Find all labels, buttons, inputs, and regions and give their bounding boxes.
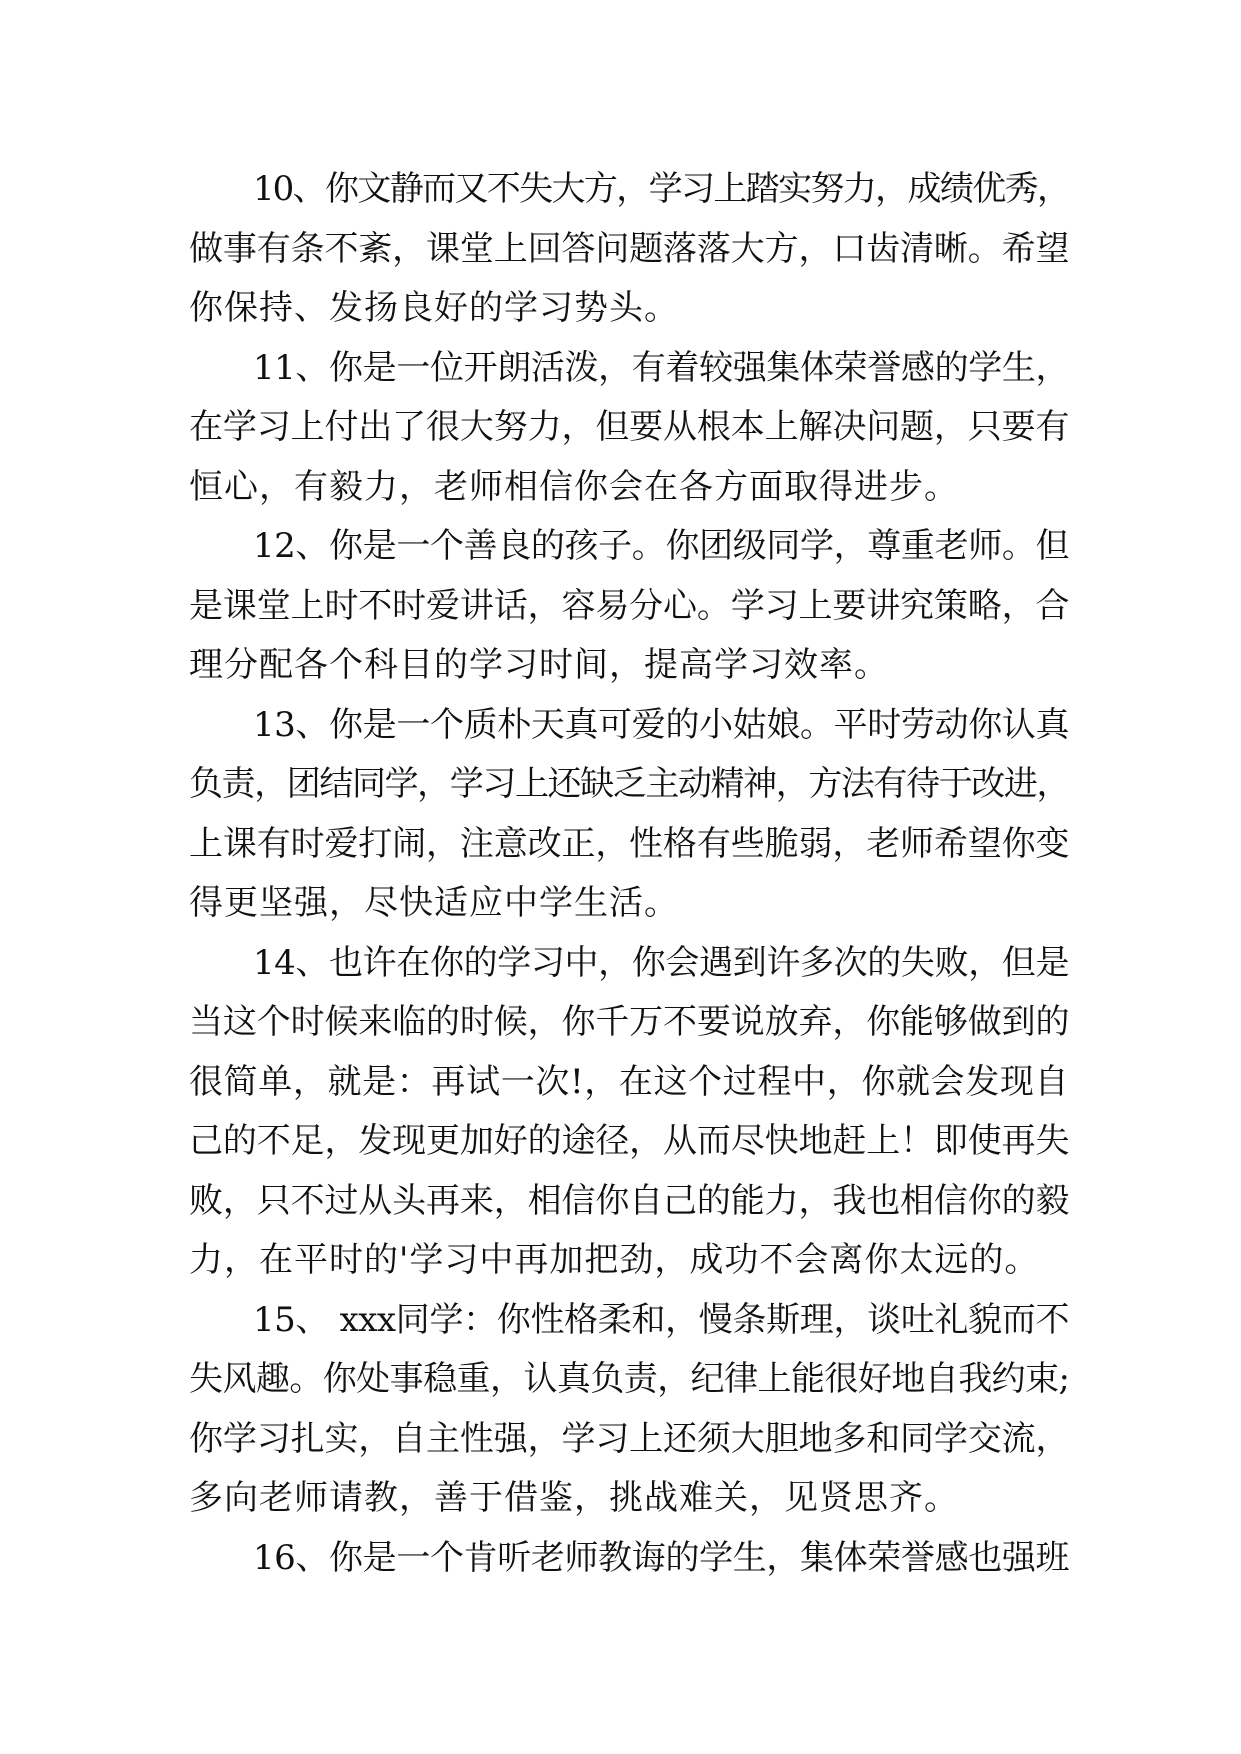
text-line: 15、 xxx同学：你性格柔和，慢条斯理，谈吐礼貌而不 (253, 1299, 1069, 1340)
text-line: 很简单，就是：再试一次!，在这个过程中，你就会发现自 (189, 1061, 1069, 1102)
text-line: 16、你是一个肯听老师教诲的学生，集体荣誉感也强班 (253, 1537, 1069, 1578)
text-line: 10、你文静而又不失大方，学习上踏实努力，成绩优秀， (253, 169, 1069, 209)
document-body (189, 160, 1069, 1588)
comment-paragraph-16 (189, 1529, 1069, 1589)
text-line: 失风趣。你处事稳重，认真负责，纪律上能很好地自我约束; (189, 1359, 1069, 1399)
text-line: 当这个时候来临的时候，你千万不要说放弃，你能够做到的 (189, 1002, 1069, 1042)
text-line: 力，在平时的'学习中再加把劲，成功不会离你太远的。 (189, 1240, 1040, 1280)
text-line: 在学习上付出了很大努力，但要从根本上解决问题，只要有 (189, 407, 1069, 447)
comment-paragraph-10 (189, 160, 1069, 339)
text-line: 11、你是一位开朗活泼，有着较强集体荣誉感的学生， (253, 347, 1069, 388)
text-line: 己的不足，发现更加好的途径，从而尽快地赶上！即使再失 (189, 1121, 1069, 1161)
text-line: 是课堂上时不时爱讲话，容易分心。学习上要讲究策略，合 (189, 585, 1069, 626)
text-line: 上课有时爱打闹，注意改正，性格有些脆弱，老师希望你变 (189, 823, 1069, 864)
comment-paragraph-11 (189, 339, 1069, 518)
text-line: 败，只不过从头再来，相信你自己的能力，我也相信你的毅 (189, 1180, 1069, 1221)
text-line: 你保持、发扬良好的学习势头。 (189, 288, 679, 328)
text-line: 13、你是一个质朴天真可爱的小姑娘。平时劳动你认真 (253, 704, 1069, 745)
text-line: 得更坚强，尽快适应中学生活。 (189, 883, 679, 923)
text-line: 多向老师请教，善于借鉴，挑战难关，见贤思齐。 (189, 1478, 959, 1518)
text-line: 做事有条不紊，课堂上回答问题落落大方，口齿清晰。希望 (189, 228, 1069, 269)
comment-paragraph-15 (189, 1291, 1069, 1529)
text-line: 理分配各个科目的学习时间，提高学习效率。 (189, 645, 889, 685)
comment-paragraph-14 (189, 934, 1069, 1291)
comment-paragraph-12 (189, 517, 1069, 696)
text-line: 负责，团结同学，学习上还缺乏主动精神，方法有待于改进， (189, 764, 1069, 804)
text-line: 你学习扎实，自主性强，学习上还须大胆地多和同学交流， (189, 1418, 1069, 1459)
text-line: 14、也许在你的学习中，你会遇到许多次的失败，但是 (253, 942, 1069, 983)
text-line: 恒心，有毅力，老师相信你会在各方面取得进步。 (189, 466, 959, 507)
text-line: 12、你是一个善良的孩子。你团级同学，尊重老师。但 (253, 526, 1069, 566)
comment-paragraph-13 (189, 696, 1069, 934)
